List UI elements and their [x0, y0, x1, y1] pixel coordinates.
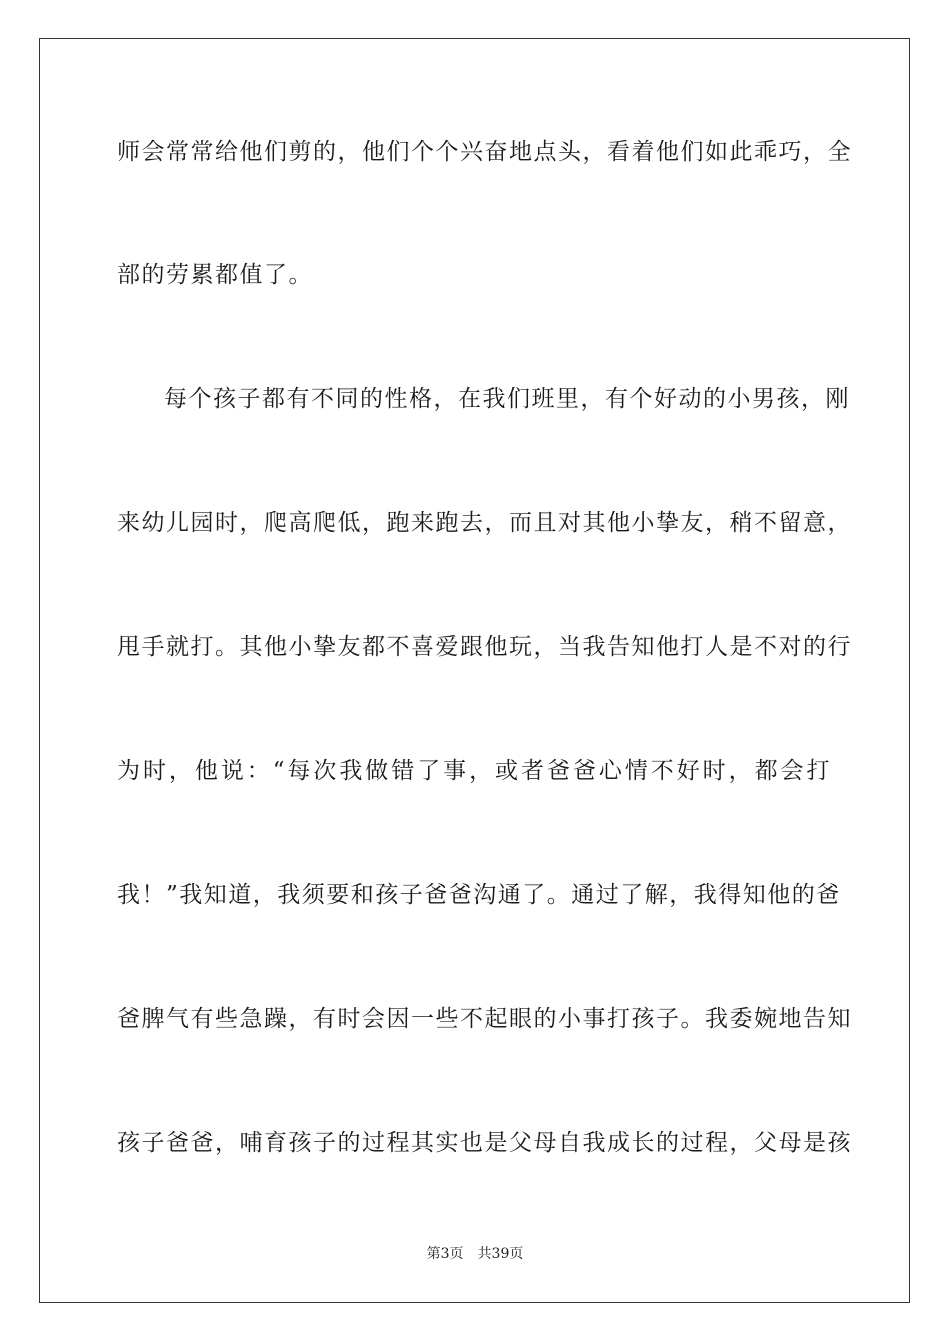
page-border	[39, 38, 910, 1303]
paragraph-line: 爸脾气有些急躁，有时会因一些不起眼的小事打孩子。我委婉地告知	[117, 1006, 852, 1032]
page-footer	[0, 1245, 950, 1263]
current-page-number: 第3页	[426, 1246, 464, 1262]
paragraph-line: 我！”我知道，我须要和孩子爸爸沟通了。通过了解，我得知他的爸	[117, 882, 841, 908]
paragraph-line: 甩手就打。其他小挚友都不喜爱跟他玩，当我告知他打人是不对的行	[117, 634, 852, 660]
paragraph-line: 部的劳累都值了。	[117, 262, 313, 288]
paragraph-line-indented: 每个孩子都有不同的性格，在我们班里，有个好动的小男孩，刚	[164, 386, 850, 412]
total-page-count: 共39页	[477, 1246, 524, 1262]
paragraph-line: 来幼儿园时，爬高爬低，跑来跑去，而且对其他小挚友，稍不留意，	[117, 510, 852, 536]
paragraph-line: 师会常常给他们剪的，他们个个兴奋地点头，看着他们如此乖巧，全	[117, 139, 852, 165]
paragraph-line: 孩子爸爸，哺育孩子的过程其实也是父母自我成长的过程，父母是孩	[117, 1130, 852, 1156]
paragraph-line: 为时，他说：“每次我做错了事，或者爸爸心情不好时，都会打	[117, 758, 831, 784]
